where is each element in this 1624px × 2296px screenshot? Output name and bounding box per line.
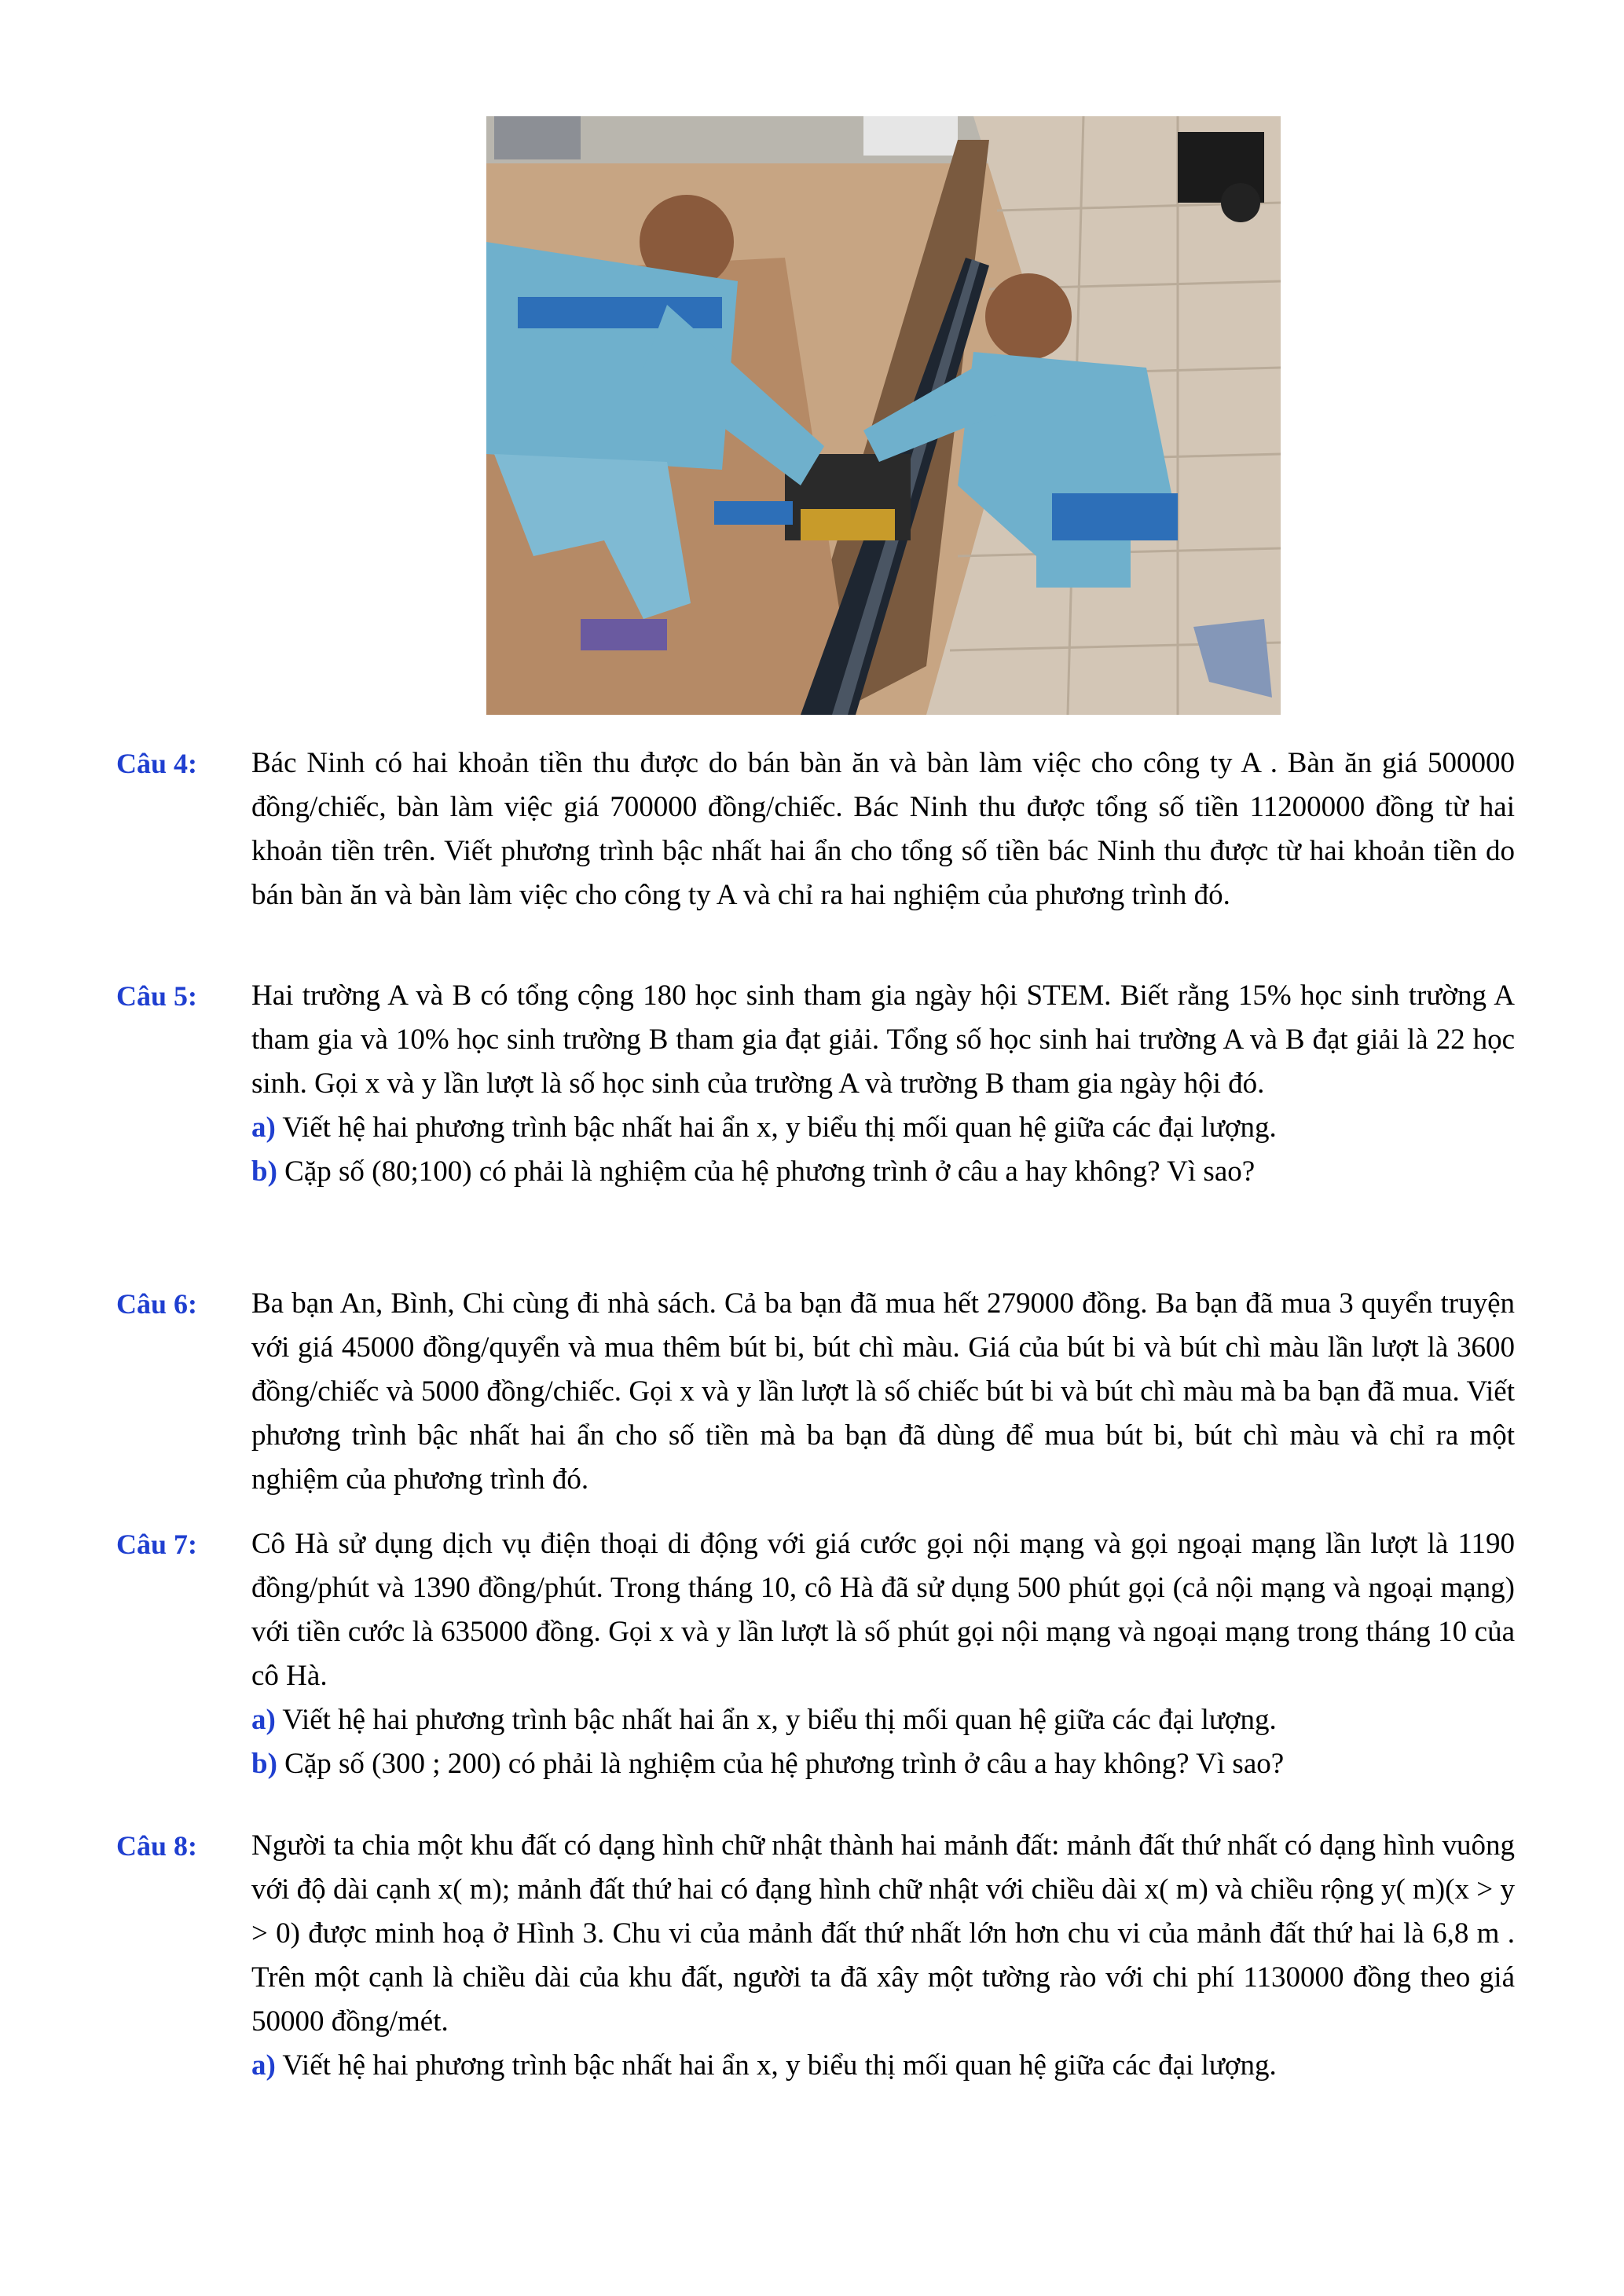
question-6 [116, 1282, 1515, 1502]
question-text: Hai trường A và B có tổng cộng 180 học sinh tham gia ngày hội STEM. Biết rằng 15% học sinh trường A tham gia và 10% học sinh trường B tham gia đạt giải. Tổng số học sinh hai trường A và B đạt giải là 22 học sinh. Gọi x và y lần lượt là số học sinh của trường A và trường B tham gia ngày hội đó. [251, 980, 1515, 1100]
question-8 [116, 1824, 1515, 2088]
question-label: Câu 4: [116, 748, 198, 779]
sub-text: Cặp số (300 ; 200) có phải là nghiệm của hệ phương trình ở câu a hay không? Vì sao? [284, 1748, 1285, 1780]
pipe-installation-image [486, 116, 1281, 715]
sub-question-b [251, 1150, 1515, 1194]
question-label: Câu 6: [116, 1288, 198, 1320]
question-7 [116, 1522, 1515, 1786]
question-text: Bác Ninh có hai khoản tiền thu được do bán bàn ăn và bàn làm việc cho công ty A . Bàn ăn giá 500000 đồng/chiếc, bàn làm việc giá 700000 đồng/chiếc. Bác Ninh thu được tổng số tiền 11200000 đồng từ hai khoản tiền trên. Viết phương trình bậc nhất hai ẩn cho tổng số tiền bác Ninh thu được từ hai khoản tiền do bán bàn ăn và bàn làm việc cho công ty A và chỉ ra hai nghiệm của phương trình đó. [251, 747, 1515, 911]
question-text: Người ta chia một khu đất có dạng hình chữ nhật thành hai mảnh đất: mảnh đất thứ nhất có dạng hình vuông với độ dài cạnh x( m); mảnh đất thứ hai có đạng hình chữ nhật với chiều dài x( m) và chiều rộng y( m)(x > y > 0) được minh hoạ ở Hình 3. Chu vi của mảnh đất thứ nhất lớn hơn chu vi của mảnh đất thứ hai là 6,8 m . Trên một cạnh là chiều dài của khu đất, người ta đã xây một tường rào với chi phí 1130000 đồng theo giá 50000 đồng/mét. [251, 1829, 1515, 2038]
question-4 [116, 742, 1515, 917]
sub-question-b [251, 1742, 1515, 1786]
sub-question-a [251, 1698, 1515, 1742]
question-body [251, 1824, 1515, 2088]
sub-label: a) [251, 1111, 276, 1144]
sub-text: Viết hệ hai phương trình bậc nhất hai ẩn x, y biểu thị mối quan hệ giữa các đại lượng. [282, 2049, 1277, 2082]
worksite-photo [486, 116, 1281, 715]
sub-text: Viết hệ hai phương trình bậc nhất hai ẩn x, y biểu thị mối quan hệ giữa các đại lượng. [282, 1111, 1277, 1144]
question-body [251, 1282, 1515, 1502]
question-label: Câu 7: [116, 1529, 198, 1560]
question-5 [116, 974, 1515, 1194]
sub-label: a) [251, 1704, 276, 1736]
sub-label: a) [251, 2049, 276, 2082]
question-text: Ba bạn An, Bình, Chi cùng đi nhà sách. Cả ba bạn đã mua hết 279000 đồng. Ba bạn đã mua 3 quyển truyện với giá 45000 đồng/quyển và mua thêm bút bi, bút chì màu. Giá của bút bi và bút chì màu lần lượt là 3600 đồng/chiếc và 5000 đồng/chiếc. Gọi x và y lần lượt là số chiếc bút bi và bút chì màu mà ba bạn đã mua. Viết phương trình bậc nhất hai ẩn cho số tiền mà ba bạn đã dùng để mua bút bi, bút chì màu và chỉ ra một nghiệm của phương trình đó. [251, 1287, 1515, 1496]
sub-label: b) [251, 1748, 277, 1780]
question-body [251, 742, 1515, 917]
question-label: Câu 8: [116, 1830, 198, 1862]
question-body [251, 1522, 1515, 1786]
sub-text: Cặp số (80;100) có phải là nghiệm của hệ phương trình ở câu a hay không? Vì sao? [284, 1155, 1256, 1188]
sub-question-a [251, 1106, 1515, 1150]
sub-question-a [251, 2044, 1515, 2088]
question-text: Cô Hà sử dụng dịch vụ điện thoại di động với giá cước gọi nội mạng và gọi ngoại mạng lần lượt là 1190 đồng/phút và 1390 đồng/phút. Trong tháng 10, cô Hà đã sử dụng 500 phút gọi (cả nội mạng và ngoại mạng) với tiền cước là 635000 đồng. Gọi x và y lần lượt là số phút gọi nội mạng và ngoại mạng trong tháng 10 của cô Hà. [251, 1528, 1515, 1692]
question-label: Câu 5: [116, 980, 198, 1012]
sub-label: b) [251, 1155, 277, 1188]
sub-text: Viết hệ hai phương trình bậc nhất hai ẩn x, y biểu thị mối quan hệ giữa các đại lượng. [282, 1704, 1277, 1736]
question-body [251, 974, 1515, 1194]
